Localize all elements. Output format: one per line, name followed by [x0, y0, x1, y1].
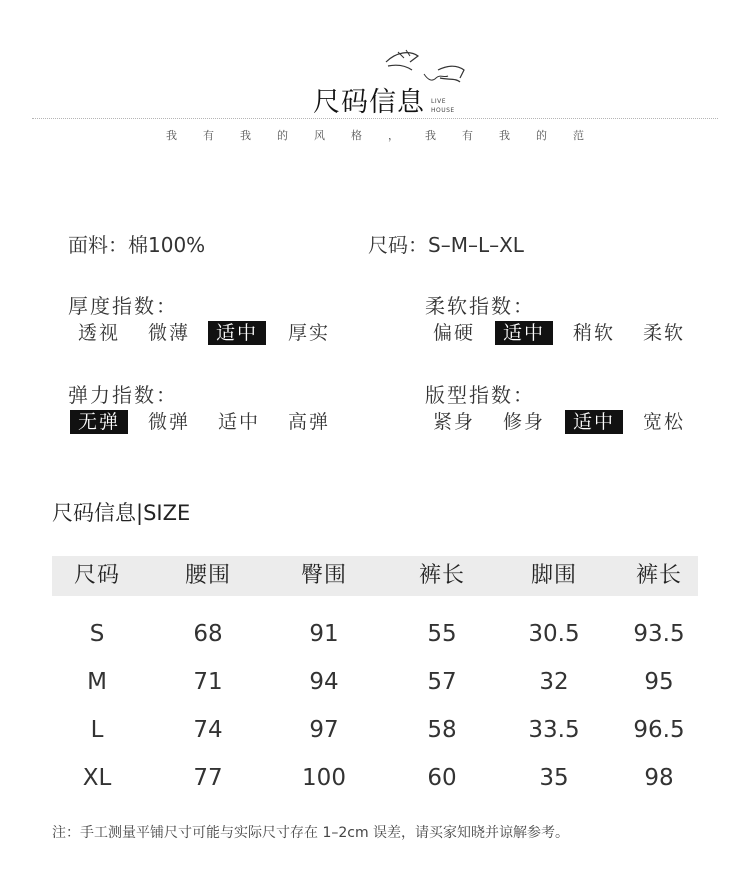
page-title: 尺码信息 — [313, 87, 425, 118]
column-header: 腰围 — [184, 563, 231, 588]
elasticity-option: 高弹 — [288, 411, 331, 433]
fit-option: 修身 — [503, 411, 546, 433]
measurement-note: 注：手工测量平铺尺寸可能与实际尺寸存在 1–2cm 误差，请买家知晓并谅解参考。 — [52, 825, 570, 841]
table-cell: 98 — [644, 765, 674, 791]
table-cell: 60 — [427, 765, 457, 791]
dotted-divider — [32, 118, 718, 119]
softness-option: 柔软 — [643, 322, 686, 344]
size-table-heading: 尺码信息|SIZE — [52, 501, 191, 525]
table-cell: 35 — [539, 765, 569, 791]
elasticity-option-selected: 无弹 — [70, 410, 128, 434]
table-cell: 95 — [644, 669, 674, 695]
table-cell: 93.5 — [633, 621, 685, 647]
table-cell: 55 — [427, 621, 457, 647]
table-cell: M — [87, 669, 107, 695]
table-cell: 32 — [539, 669, 569, 695]
size-range-info: 尺码：S–M–L–XL — [368, 233, 524, 257]
table-cell: 57 — [427, 669, 457, 695]
table-cell: 74 — [193, 717, 223, 743]
column-header: 尺码 — [73, 563, 120, 588]
table-cell: XL — [82, 765, 112, 791]
table-cell: 71 — [193, 669, 223, 695]
column-header: 脚围 — [530, 563, 577, 588]
fit-index-label: 版型指数： — [425, 383, 535, 407]
thickness-option-selected: 适中 — [208, 321, 266, 345]
table-cell: S — [89, 621, 105, 647]
fit-option: 宽松 — [643, 411, 686, 433]
softness-option-selected: 适中 — [495, 321, 553, 345]
softness-index-label: 柔软指数： — [425, 294, 535, 318]
column-header: 裤长 — [418, 563, 465, 588]
softness-option: 稍软 — [573, 322, 616, 344]
table-cell: 33.5 — [528, 717, 580, 743]
table-cell: 30.5 — [528, 621, 580, 647]
table-cell: 58 — [427, 717, 457, 743]
column-header: 臀围 — [300, 563, 347, 588]
table-cell: 77 — [193, 765, 223, 791]
thickness-option: 透视 — [78, 322, 121, 344]
table-cell: 91 — [309, 621, 339, 647]
table-cell: L — [90, 717, 104, 743]
table-cell: 97 — [309, 717, 339, 743]
elasticity-option: 适中 — [218, 411, 261, 433]
fit-option: 紧身 — [433, 411, 476, 433]
table-cell: 94 — [309, 669, 339, 695]
fabric-info: 面料：棉100% — [68, 233, 206, 257]
table-cell: 68 — [193, 621, 223, 647]
elasticity-index-label: 弹力指数： — [68, 383, 178, 407]
softness-option: 偏硬 — [433, 322, 476, 344]
thickness-option: 微薄 — [148, 322, 191, 344]
fit-option-selected: 适中 — [565, 410, 623, 434]
logo-text: LIVE HOUSE — [431, 98, 455, 114]
table-cell: 96.5 — [633, 717, 685, 743]
column-header: 裤长 — [635, 563, 682, 588]
elasticity-option: 微弹 — [148, 411, 191, 433]
slogan: 我 有 我 的 风 格 ， 我 有 我 的 范 — [166, 129, 584, 142]
thickness-index-label: 厚度指数： — [68, 294, 178, 318]
thickness-option: 厚实 — [288, 322, 331, 344]
table-cell: 100 — [302, 765, 346, 791]
